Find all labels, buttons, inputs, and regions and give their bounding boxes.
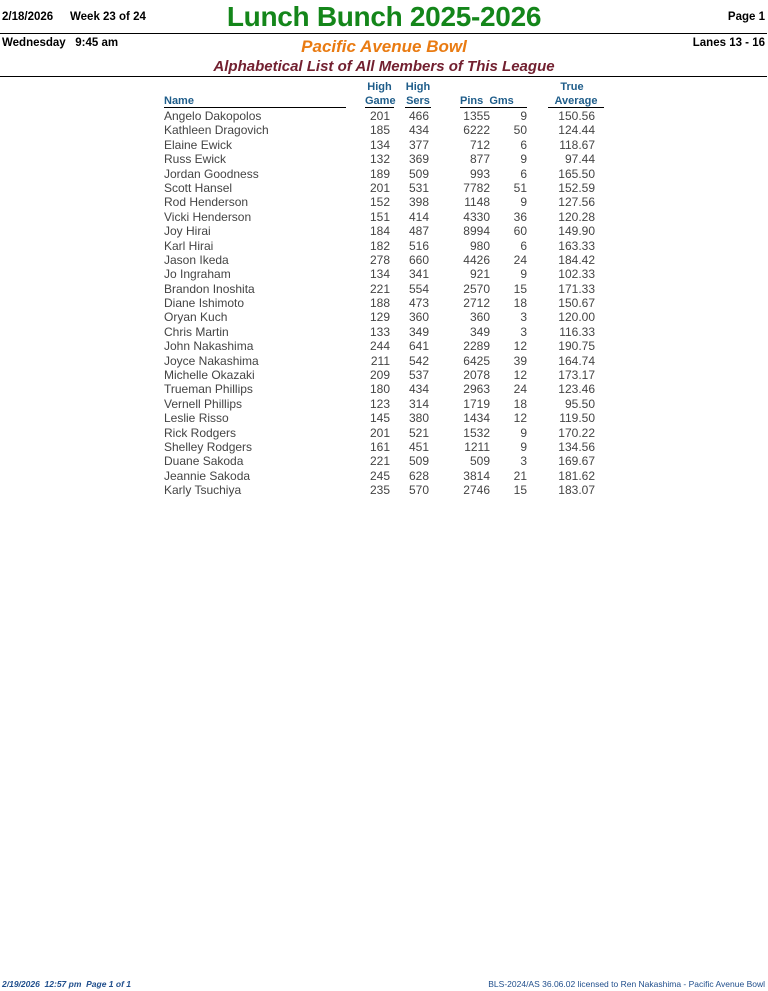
member-games: 18 (513, 296, 527, 311)
member-games: 9 (520, 439, 527, 454)
member-high-series: 516 (408, 238, 429, 253)
member-row (0, 267, 768, 281)
member-name: Rod Henderson (164, 195, 249, 210)
member-pins: 6222 (463, 123, 490, 138)
member-row (0, 152, 768, 166)
member-pins: 6425 (463, 353, 490, 368)
member-row (0, 354, 768, 368)
member-high-series: 660 (408, 252, 429, 267)
member-games: 60 (513, 224, 527, 239)
member-games: 9 (520, 195, 527, 210)
league-title: Lunch Bunch 2025-2026 (226, 1, 542, 32)
member-pins: 3814 (463, 468, 490, 483)
member-average: 124.44 (558, 123, 595, 138)
member-average: 183.07 (558, 483, 595, 498)
member-pins: 7782 (463, 180, 490, 195)
member-pins: 980 (469, 238, 490, 253)
member-games: 6 (520, 166, 527, 181)
member-pins: 1355 (463, 109, 490, 123)
bowling-center-name: Pacific Avenue Bowl (301, 37, 467, 56)
report-date: 2/18/2026 (2, 11, 54, 23)
member-row (0, 368, 768, 382)
member-pins: 2963 (463, 382, 490, 397)
member-high-game: 188 (369, 296, 390, 311)
member-pins: 2712 (463, 296, 490, 311)
member-average: 152.59 (558, 180, 595, 195)
member-list (0, 109, 768, 498)
member-pins: 509 (469, 454, 490, 469)
report-title: Alphabetical List of All Members of This League (213, 58, 555, 75)
member-average: 165.50 (558, 166, 595, 181)
member-high-series: 537 (408, 368, 429, 383)
member-row (0, 426, 768, 440)
member-average: 184.42 (558, 252, 595, 267)
member-average: 170.22 (558, 425, 595, 440)
member-games: 9 (520, 152, 527, 167)
member-games: 50 (513, 123, 527, 138)
member-high-game: 245 (369, 468, 390, 483)
member-high-game: 221 (369, 281, 390, 296)
member-row (0, 325, 768, 339)
column-header-true-average-top: True (560, 81, 584, 93)
member-pins: 4426 (463, 252, 490, 267)
member-name: Karly Tsuchiya (164, 483, 242, 498)
member-high-series: 509 (408, 166, 429, 181)
member-row (0, 296, 768, 310)
member-row (0, 411, 768, 425)
member-high-game: 133 (369, 324, 390, 339)
member-name: Jason Ikeda (164, 252, 229, 267)
member-pins: 1719 (463, 396, 490, 411)
member-pins: 712 (469, 137, 490, 152)
member-games: 3 (520, 454, 527, 469)
member-games: 15 (513, 483, 527, 498)
member-name: Oryan Kuch (164, 310, 228, 325)
member-name: Diane Ishimoto (164, 296, 245, 311)
column-header-pins-games: Pins Gms (460, 95, 527, 108)
member-high-game: 244 (369, 339, 390, 354)
member-name: Rick Rodgers (164, 425, 237, 440)
member-games: 24 (513, 252, 527, 267)
member-pins: 1211 (464, 439, 490, 454)
member-pins: 1532 (463, 425, 490, 440)
member-high-series: 377 (408, 137, 429, 152)
member-pins: 360 (469, 310, 490, 325)
member-high-game: 184 (369, 224, 390, 239)
member-high-series: 341 (408, 267, 429, 282)
member-games: 24 (513, 382, 527, 397)
member-name: Duane Sakoda (164, 454, 244, 469)
member-average: 134.56 (558, 439, 595, 454)
member-row (0, 253, 768, 267)
member-high-series: 641 (408, 339, 429, 354)
member-high-game: 134 (369, 137, 390, 152)
member-games: 21 (513, 468, 527, 483)
member-high-game: 132 (369, 152, 390, 167)
member-name: John Nakashima (164, 339, 254, 354)
member-row (0, 282, 768, 296)
member-average: 123.46 (558, 382, 595, 397)
member-high-game: 201 (369, 425, 390, 440)
member-average: 116.33 (559, 324, 595, 339)
member-high-series: 314 (408, 396, 429, 411)
member-high-game: 129 (369, 310, 390, 325)
member-high-game: 201 (369, 180, 390, 195)
member-high-game: 152 (369, 195, 390, 210)
member-games: 36 (513, 209, 527, 224)
member-pins: 2078 (463, 368, 490, 383)
member-name: Russ Ewick (164, 152, 227, 167)
member-row (0, 483, 768, 497)
member-average: 190.75 (558, 339, 595, 354)
member-high-series: 509 (408, 454, 429, 469)
member-pins: 921 (469, 267, 490, 282)
member-average: 95.50 (564, 396, 595, 411)
member-name: Jordan Goodness (164, 166, 259, 181)
member-average: 120.28 (558, 209, 595, 224)
member-high-game: 221 (369, 454, 390, 469)
member-average: 120.00 (558, 310, 595, 325)
member-average: 127.56 (558, 195, 595, 210)
member-average: 150.67 (558, 296, 595, 311)
column-header-name: Name (164, 95, 346, 108)
member-average: 169.67 (558, 454, 595, 469)
member-name: Vicki Henderson (164, 209, 252, 224)
member-row (0, 109, 768, 123)
member-games: 15 (513, 281, 527, 296)
member-high-series: 628 (408, 468, 429, 483)
member-average: 118.67 (559, 137, 595, 152)
member-high-game: 189 (369, 166, 390, 181)
member-high-series: 466 (408, 109, 429, 123)
member-high-game: 182 (369, 238, 390, 253)
day-time: Wednesday 9:45 am (2, 37, 119, 49)
member-high-series: 434 (408, 382, 429, 397)
member-games: 9 (520, 267, 527, 282)
member-games: 18 (513, 396, 527, 411)
member-average: 171.33 (558, 281, 595, 296)
member-high-series: 349 (408, 324, 429, 339)
member-row (0, 382, 768, 396)
column-header-high-series: Sers (406, 95, 430, 107)
member-high-series: 398 (408, 195, 429, 210)
member-high-series: 521 (408, 425, 429, 440)
member-row (0, 123, 768, 137)
member-high-series: 487 (408, 224, 429, 239)
member-games: 39 (513, 353, 527, 368)
member-high-series: 531 (408, 180, 429, 195)
member-high-game: 151 (369, 209, 390, 224)
member-row (0, 138, 768, 152)
member-games: 12 (513, 368, 527, 383)
member-high-series: 473 (408, 296, 429, 311)
member-name: Elaine Ewick (164, 137, 233, 152)
member-name: Jo Ingraham (164, 267, 231, 282)
member-name: Trueman Phillips (164, 382, 253, 397)
member-pins: 2289 (463, 339, 490, 354)
member-high-series: 360 (408, 310, 429, 325)
member-high-game: 209 (369, 368, 390, 383)
member-games: 51 (513, 180, 527, 195)
member-name: Chris Martin (164, 324, 229, 339)
member-average: 97.44 (564, 152, 595, 167)
member-average: 164.74 (558, 353, 595, 368)
member-high-series: 570 (408, 483, 429, 498)
member-name: Scott Hansel (164, 180, 233, 195)
member-row (0, 239, 768, 253)
member-average: 150.56 (558, 109, 595, 123)
member-pins: 2570 (463, 281, 490, 296)
member-name: Leslie Risso (164, 411, 229, 426)
member-row (0, 339, 768, 353)
member-row (0, 210, 768, 224)
member-name: Shelley Rodgers (164, 439, 253, 454)
member-games: 3 (520, 324, 527, 339)
column-header-high-game-top: High (367, 81, 392, 93)
member-row (0, 454, 768, 468)
member-games: 6 (520, 137, 527, 152)
member-high-series: 414 (408, 209, 429, 224)
member-high-game: 134 (369, 267, 390, 282)
member-average: 102.33 (558, 267, 595, 282)
member-name: Joyce Nakashima (164, 353, 259, 368)
member-high-series: 542 (408, 353, 429, 368)
member-high-game: 278 (369, 252, 390, 267)
member-pins: 1434 (463, 411, 490, 426)
member-average: 119.50 (559, 411, 595, 426)
member-pins: 2746 (463, 483, 490, 498)
member-high-series: 380 (408, 411, 429, 426)
member-high-game: 185 (369, 123, 390, 138)
member-row (0, 181, 768, 195)
member-games: 3 (520, 310, 527, 325)
member-pins: 993 (469, 166, 490, 181)
member-pins: 4330 (463, 209, 490, 224)
member-average: 181.62 (558, 468, 595, 483)
member-games: 9 (520, 109, 527, 123)
page-number: Page 1 (727, 11, 765, 23)
column-header-high-game: Game (365, 95, 396, 107)
member-row (0, 310, 768, 324)
member-row (0, 195, 768, 209)
member-name: Joy Hirai (164, 224, 211, 239)
member-high-series: 451 (408, 439, 429, 454)
member-name: Jeannie Sakoda (164, 468, 251, 483)
member-high-series: 554 (408, 281, 429, 296)
member-high-game: 145 (369, 411, 390, 426)
member-high-game: 180 (369, 382, 390, 397)
member-high-game: 211 (370, 353, 390, 368)
member-pins: 349 (469, 324, 490, 339)
member-pins: 877 (469, 152, 490, 167)
member-name: Kathleen Dragovich (164, 123, 269, 138)
member-row (0, 397, 768, 411)
member-high-game: 123 (369, 396, 390, 411)
member-high-game: 161 (369, 439, 390, 454)
member-name: Michelle Okazaki (164, 368, 255, 383)
member-row (0, 224, 768, 238)
member-high-game: 235 (369, 483, 390, 498)
member-pins: 8994 (463, 224, 490, 239)
header-divider-top (0, 33, 767, 34)
member-row (0, 167, 768, 181)
member-games: 9 (520, 425, 527, 440)
member-row (0, 440, 768, 454)
member-row (0, 469, 768, 483)
header-divider-bottom (0, 76, 767, 77)
member-high-game: 201 (369, 109, 390, 123)
member-average: 163.33 (558, 238, 595, 253)
member-high-series: 369 (408, 152, 429, 167)
column-header-high-series-top: High (405, 81, 431, 93)
column-header-true-average: Average (548, 95, 604, 108)
member-name: Brandon Inoshita (164, 281, 255, 296)
member-games: 12 (513, 339, 527, 354)
member-name: Karl Hirai (164, 238, 214, 253)
member-name: Vernell Phillips (164, 396, 243, 411)
member-games: 12 (513, 411, 527, 426)
member-games: 6 (520, 238, 527, 253)
member-pins: 1148 (464, 195, 490, 210)
member-high-series: 434 (408, 123, 429, 138)
member-average: 149.90 (558, 224, 595, 239)
license-notice: BLS-2024/AS 36.06.02 licensed to Ren Nakashima - Pacific Avenue Bowl (488, 979, 765, 989)
member-average: 173.17 (558, 368, 595, 383)
lanes-label: Lanes 13 - 16 (692, 37, 765, 49)
member-name: Angelo Dakopolos (164, 109, 262, 123)
print-timestamp: 2/19/2026 12:57 pm Page 1 of 1 (2, 979, 131, 989)
week-indicator: Week 23 of 24 (70, 11, 146, 23)
